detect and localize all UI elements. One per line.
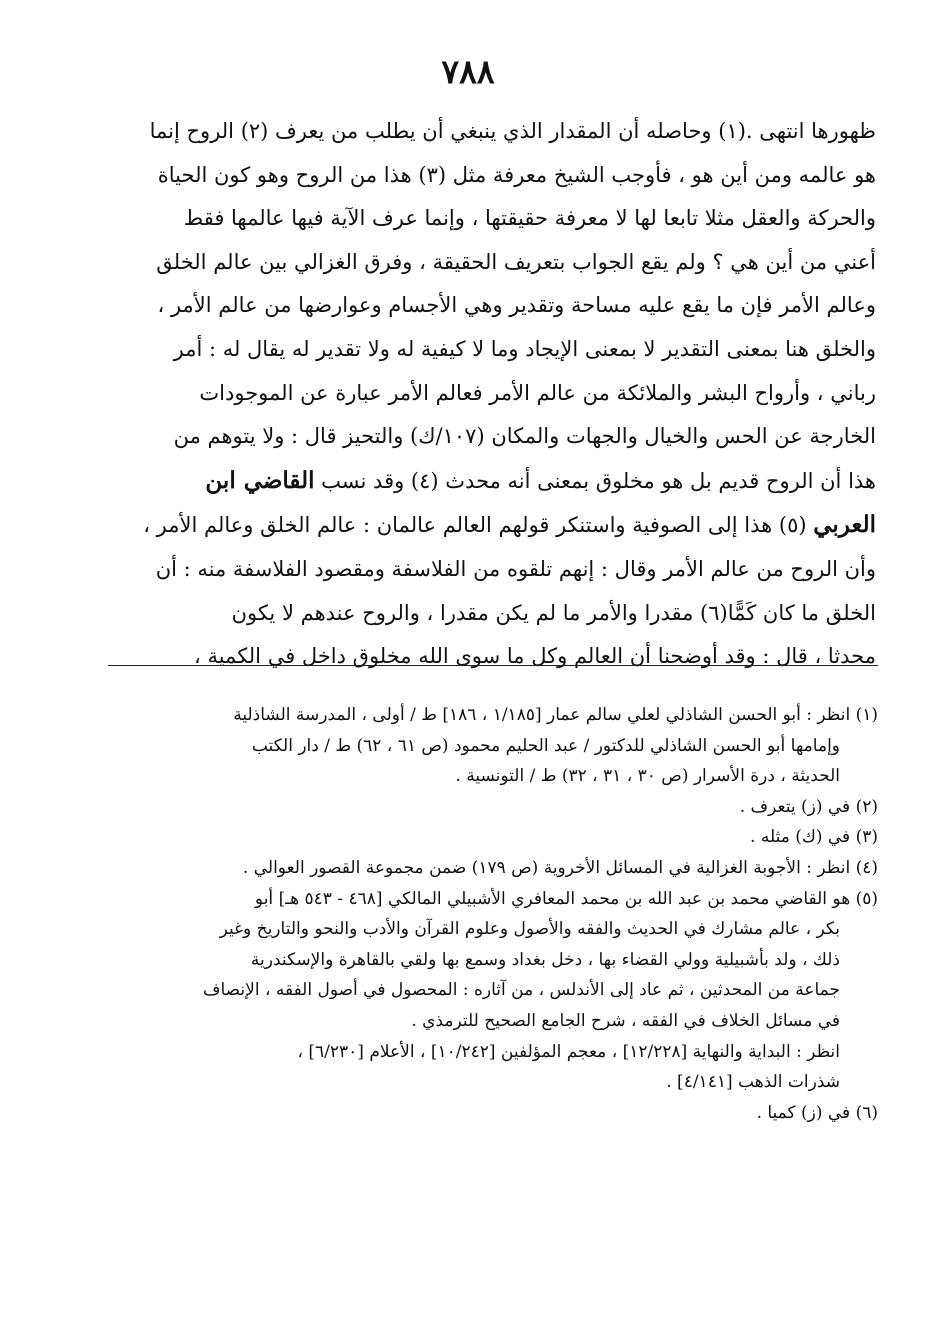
main-text (108, 110, 876, 679)
text-line: والحركة والعقل مثلا تابعا لها لا معرفة حقيقتها ، وإنما عرف الآية فيها عالمها فقط (183, 206, 876, 231)
footnotes (108, 700, 878, 1128)
footnote-line: في مسائل الخلاف في الفقه ، شرح الجامع الصحيح للترمذي . (411, 1010, 840, 1031)
footnote-line: (٥) هو القاضي محمد بن عبد الله بن محمد المعافري الأشبيلي المالكي [٤٦٨ - ٥٤٣ هـ] أبو (254, 888, 878, 909)
footnote-separator (108, 665, 878, 666)
text-line: الخارجة عن الحس والخيال والجهات والمكان (١٠٧/ك) والتحيز قال : ولا يتوهم من (173, 424, 876, 449)
footnote-line: ذلك ، ولد بأشبيلية وولي القضاء بها ، دخل بغداد وسمع بها ولقي بالقاهرة والإسكندرية (250, 949, 840, 970)
text-line: وعالم الأمر فإن ما يقع عليه مساحة وتقدير وهي الأجسام وعوارضها من عالم الأمر ، (157, 293, 876, 318)
text-segment: (٥) هذا إلى الصوفية واستنكر قولهم العالم عالمان : عالم الخلق وعالم الأمر ، (143, 513, 807, 538)
footnote-line: (٣) في (ك) مثله . (750, 827, 878, 848)
text-line: أعني من أين هي ؟ ولم يقع الجواب بتعريف الحقيقة ، وفرق الغزالي بين عالم الخلق (156, 249, 876, 274)
footnote-line: وإمامها أبو الحسن الشاذلي للدكتور / عبد الحليم محمود (ص ٦١ ، ٦٢) ط / دار الكتب (251, 735, 840, 756)
text-line-with-bold (108, 503, 876, 548)
footnote-line: (١) انظر : أبو الحسن الشاذلي لعلي سالم عمار [١/١٨٥ ، ١٨٦] ط / أولى ، المدرسة الشاذلية (233, 705, 878, 725)
footnote-line: (٦) في (ز) كميا . (756, 1102, 878, 1123)
text-line: ظهورها انتهى .(١) وحاصله أن المقدار الذي ينبغي أن يطلب من يعرف (٢) الروح إنما (149, 119, 876, 143)
bold-name: القاضي ابن (205, 466, 315, 494)
bold-name: العربي (813, 511, 876, 539)
text-line: والخلق هنا بمعنى التقدير لا بمعنى الإيجاد وما لا كيفية له ولا تقدير له يقال له : أمر (173, 336, 876, 361)
footnote-line: شذرات الذهب [٤/١٤١] . (666, 1072, 840, 1093)
footnote-line: انظر : البداية والنهاية [١٢/٢٢٨] ، معجم المؤلفين [١٠/٢٤٢] ، الأعلام [٦/٢٣٠] ، (297, 1041, 840, 1062)
footnote-line: جماعة من المحدثين ، ثم عاد إلى الأندلس ، من آثاره : المحصول في أصول الفقه ، الإنصاف (202, 980, 840, 1001)
footnote-line: (٤) انظر : الأجوبة الغزالية في المسائل الأخروية (ص ١٧٩) ضمن مجموعة القصور العوالي . (242, 857, 878, 878)
text-line: محدثا ، قال : وقد أوضحنا أن العالم وكل ما سوى الله مخلوق داخل في الكمية ، (194, 644, 876, 669)
footnote-line: الحديثة ، درة الأسرار (ص ٣٠ ، ٣١ ، ٣٢) ط / التونسية . (455, 766, 840, 787)
text-line: وأن الروح من عالم الأمر وقال : إنهم تلقوه من الفلاسفة ومقصود الفلاسفة منه : أن (155, 556, 876, 581)
page-number: ٧٨٨ (441, 52, 495, 91)
footnote-line: بكر ، عالم مشارك في الحديث والفقه والأصول وعلوم القرآن والأدب والنحو والتاريخ وغير (219, 919, 840, 940)
text-line: الخلق ما كان كَمًّا(٦) مقدرا والأمر ما لم يكن مقدرا ، والروح عندهم لا يكون (231, 600, 876, 625)
text-line: هو عالمه ومن أين هو ، فأوجب الشيخ معرفة مثل (٣) هذا من الروح وهو كون الحياة (157, 162, 876, 187)
text-segment: هذا أن الروح قديم بل هو مخلوق بمعنى أنه محدث (٤) وقد نسب (321, 468, 876, 493)
text-line: رباني ، وأرواح البشر والملائكة من عالم الأمر فعالم الأمر عبارة عن الموجودات (199, 380, 876, 405)
text-line-with-bold (108, 459, 876, 504)
footnote-line: (٢) في (ز) يتعرف . (739, 796, 878, 817)
